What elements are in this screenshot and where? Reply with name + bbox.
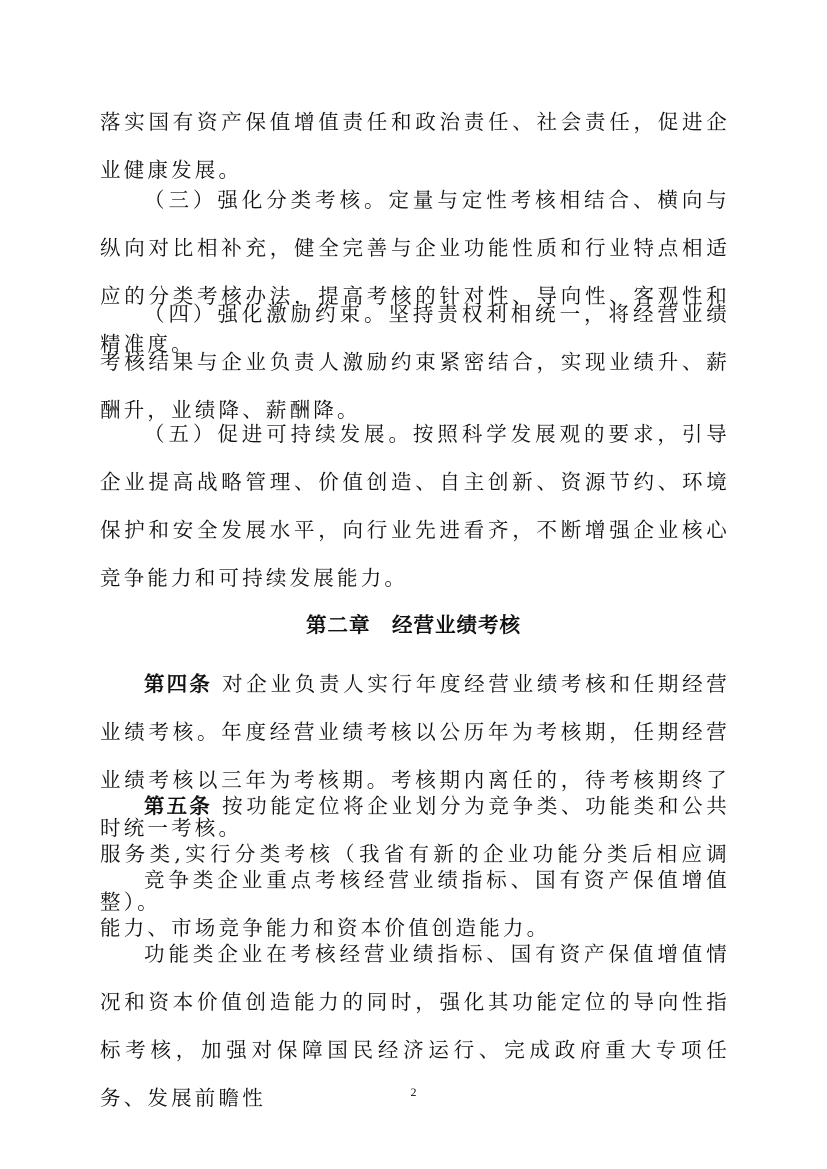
paragraph-intro: 落实国有资产保值增值责任和政治责任、社会责任，促进企业健康发展。 [100, 110, 730, 182]
article-5-text: 按功能定位将企业划分为竞争类、功能类和公共服务类,实行分类考核（我省有新的企业功能分类后相应调整）。 [100, 794, 730, 914]
paragraph-section-5: （五）促进可持续发展。按照科学发展观的要求，引导企业提高战略管理、价值创造、自主创新、资源节约、环境保护和安全发展水平，向行业先进看齐，不断增强企业核心竞争能力和可持续发展能力。 [100, 422, 730, 590]
article-4-text: 对企业负责人实行年度经营业绩考核和任期经营业绩考核。年度经营业绩考核以公历年为考核期，任期经营业绩考核以三年为考核期。考核期内离任的，待考核期终了时统一考核。 [100, 672, 730, 840]
article-5-label: 第五条 [144, 794, 212, 818]
page-number: 2 [410, 1085, 417, 1099]
paragraph-competitive-enterprises: 竞争类企业重点考核经营业绩指标、国有资产保值增值能力、市场竞争能力和资本价值创造能力。 [100, 868, 730, 940]
paragraph-section-4: （四）强化激励约束。坚持责权利相统一，将经营业绩考核结果与企业负责人激励约束紧密结合，实现业绩升、薪酬升，业绩降、薪酬降。 [100, 302, 730, 422]
chapter-heading: 第二章 经营业绩考核 [306, 613, 521, 637]
article-4-label: 第四条 [144, 672, 212, 696]
paragraph-section-3: （三）强化分类考核。定量与定性考核相结合、横向与纵向对比相补充，健全完善与企业功能性质和行业特点相适应的分类考核办法，提高考核的针对性、导向性、客观性和精准度。 [100, 188, 730, 356]
paragraph-functional-enterprises: 功能类企业在考核经营业绩指标、国有资产保值增值情况和资本价值创造能力的同时，强化其功能定位的导向性指标考核，加强对保障国民经济运行、完成政府重大专项任务、发展前瞻性 [100, 942, 730, 1110]
